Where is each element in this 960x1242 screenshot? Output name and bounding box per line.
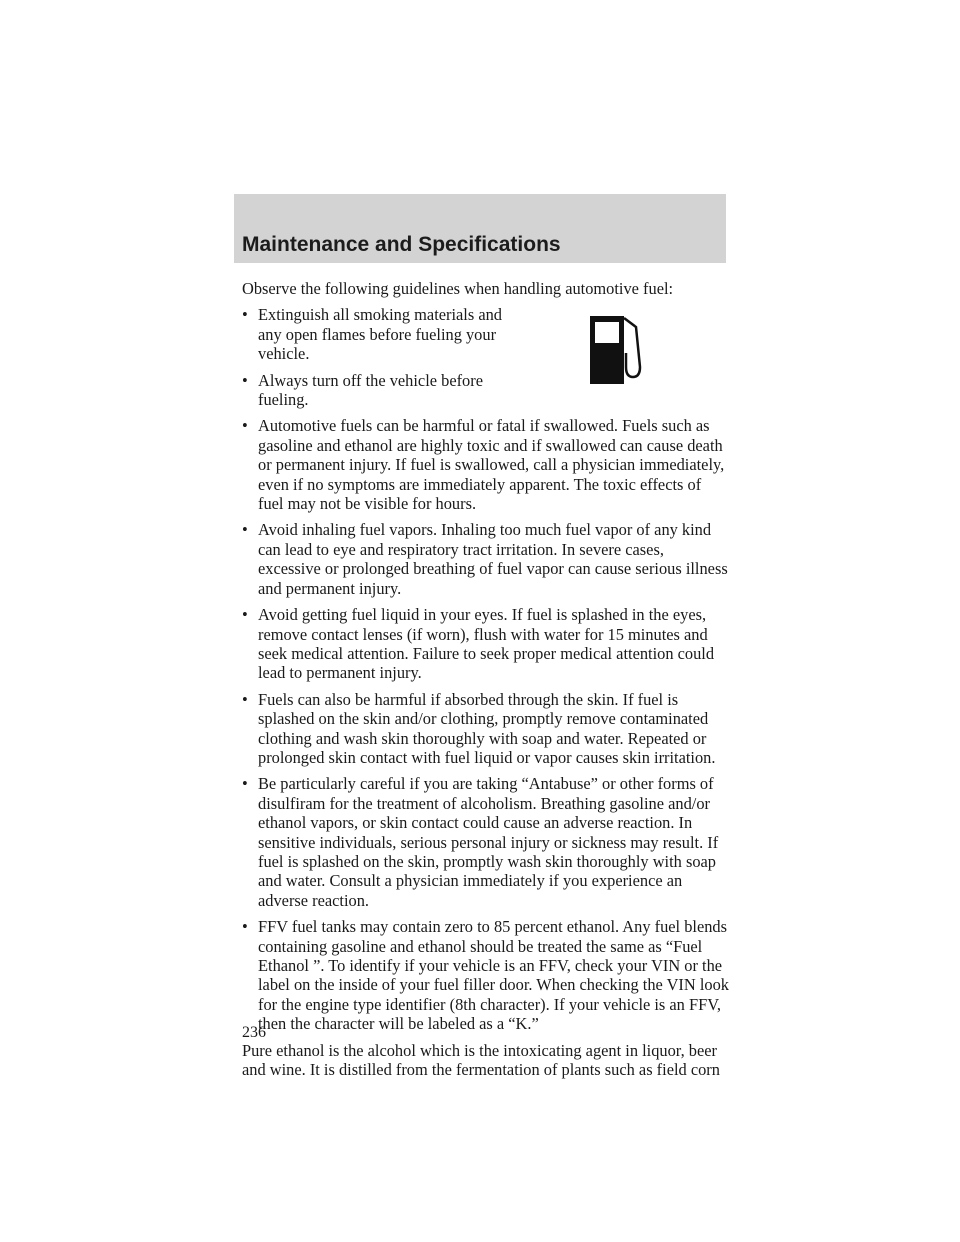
list-item-text: Always turn off the vehicle before fueling.	[258, 370, 483, 410]
list-item	[242, 774, 730, 910]
list-item-text: Fuels can also be harmful if absorbed through the skin. If fuel is splashed on the skin and/or clothing, promptly remove contaminated clothing and wash skin thoroughly with soap and water. Repeated or prolonged skin contact with fuel liquid or vapor causes skin irritation.	[258, 689, 716, 767]
intro-paragraph: Observe the following guidelines when handling automotive fuel:	[242, 279, 674, 298]
list-item	[242, 520, 730, 598]
list-item	[242, 416, 730, 513]
bullet-marker: •	[242, 370, 248, 390]
list-item-text: Be particularly careful if you are taking “Antabuse” or other forms of disulfiram for the treatment of alcoholism. Breathing gasoline and/or ethanol vapors, or skin contact could cause an adverse reaction. In sensitive individuals, serious personal injury or sickness may result. If fuel is splashed on the skin, promptly wash skin thoroughly with soap and water. Consult a physician immediately if you experience an adverse reaction.	[258, 774, 719, 910]
section-title: Maintenance and Specifications	[242, 233, 561, 256]
list-item	[242, 605, 730, 683]
closing-paragraph: Pure ethanol is the alcohol which is the intoxicating agent in liquor, beer and wine. It is distilled from the fermentation of plants such as field corn	[242, 1040, 720, 1080]
list-item-text: Avoid getting fuel liquid in your eyes. If fuel is splashed in the eyes, remove contact lenses (if worn), flush with water for 15 minutes and seek medical attention. Failure to seek proper medical attention could lead to permanent injury.	[258, 605, 715, 683]
list-item	[242, 305, 508, 363]
list-item	[242, 690, 730, 768]
list-item-text: Extinguish all smoking materials and any open flames before fueling your vehicle.	[258, 305, 503, 364]
list-item	[242, 917, 730, 1033]
list-item-text: Avoid inhaling fuel vapors. Inhaling too much fuel vapor of any kind can lead to eye and respiratory tract irritation. In severe cases, excessive or prolonged breathing of fuel vapor can cause serious illness and permanent injury.	[258, 520, 728, 598]
section-header	[234, 194, 726, 263]
bullet-marker: •	[242, 774, 248, 794]
bullet-marker: •	[242, 917, 248, 937]
document-body	[242, 279, 730, 1086]
bullet-marker: •	[242, 605, 248, 625]
page-number: 236	[242, 1024, 266, 1041]
list-item-text: FFV fuel tanks may contain zero to 85 percent ethanol. Any fuel blends containing gasoline and ethanol should be treated the same as “Fuel Ethanol ”. To identify if your vehicle is an FFV, check your VIN or the label on the inside of your fuel filler door. When checking the VIN look for the engine type identifier (8th character). If your vehicle is an FFV, then the character will be labeled as a “K.”	[258, 917, 729, 1034]
bullet-marker: •	[242, 416, 248, 436]
list-item-text: Automotive fuels can be harmful or fatal if swallowed. Fuels such as gasoline and ethanol are highly toxic and if swallowed can cause death or permanent injury. If fuel is swallowed, call a physician immediately, even if no symptoms are immediately apparent. The toxic effects of fuel may not be visible for hours.	[258, 416, 725, 514]
bullet-marker: •	[242, 520, 248, 540]
bullet-marker: •	[242, 305, 248, 325]
list-item	[242, 371, 508, 410]
bullet-marker: •	[242, 689, 248, 709]
